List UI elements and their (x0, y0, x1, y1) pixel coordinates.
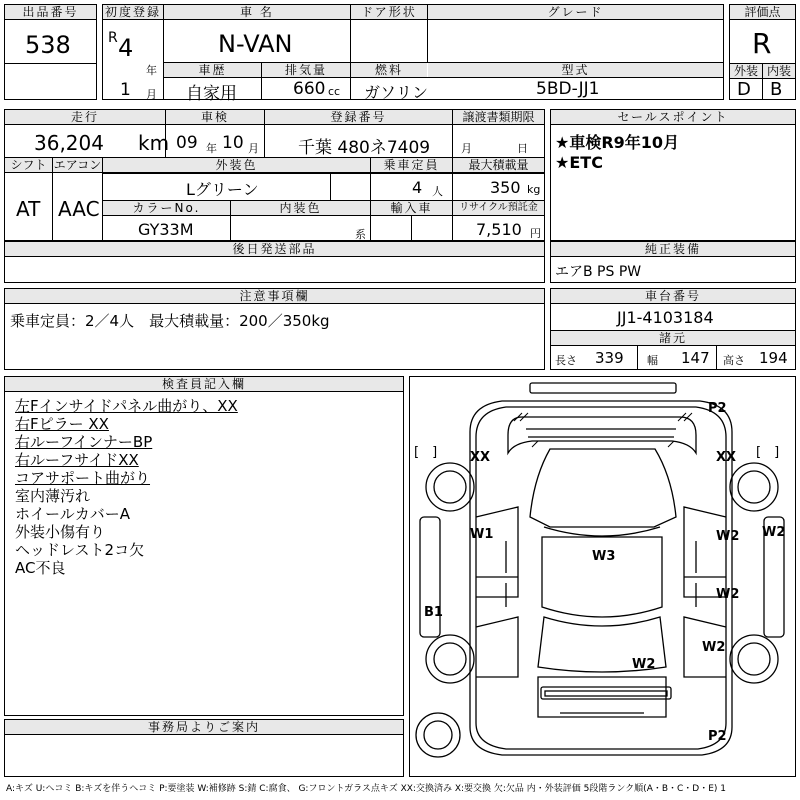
first-reg-label: 初度登録 (104, 5, 161, 19)
recycle-unit: 円 (530, 227, 541, 240)
sales-line-1: ★車検R9年10月 (555, 133, 680, 152)
dimensions-label: 諸元 (551, 331, 795, 346)
inspector-note-line: 左Fインサイドパネル曲がり、XX (15, 397, 238, 415)
shift-value: AT (16, 197, 41, 221)
colorno-value: GY33M (138, 220, 194, 239)
mark-xx-right: XX (716, 450, 737, 465)
caution-label: 注意事項欄 (5, 289, 544, 304)
displacement-value: 660 (293, 79, 326, 99)
insp-month-unit: 月 (248, 142, 259, 155)
later-parts-label: 後日発送部品 (5, 242, 544, 257)
mark-xx-left: XX (470, 450, 491, 465)
mark-p2-top: P2 (708, 401, 727, 416)
int-label: 内装 (763, 64, 795, 79)
car-diagram (410, 377, 795, 776)
wid-value: 147 (681, 349, 710, 367)
mark-bracket-right: [ ] (756, 445, 780, 460)
hgt-value: 194 (759, 349, 788, 367)
sales-label: セールスポイント (551, 110, 795, 125)
fuel-label: 燃料 (351, 63, 427, 78)
hgt-label: 高さ (723, 354, 745, 367)
mileage-label: 走行 (5, 110, 165, 125)
mark-w2-right-inner: W2 (716, 529, 740, 544)
capacity-label: 乗車定員 (371, 158, 452, 173)
mark-p2-bottom: P2 (708, 729, 727, 744)
history-value: 自家用 (186, 84, 237, 104)
transfer-day: 日 (517, 142, 528, 155)
grade-label: グレード (428, 5, 723, 20)
caution-box (4, 288, 545, 370)
ext-grade: D (737, 79, 751, 100)
reg-year: 4 (118, 34, 134, 62)
len-label: 長さ (555, 354, 577, 367)
displacement-label: 排気量 (262, 63, 350, 78)
history-label: 車歴 (164, 63, 261, 78)
sales-point-box (550, 109, 796, 241)
year-unit: 年 (146, 64, 157, 77)
lot-number: 538 (25, 31, 71, 59)
door-label: ドア形状 (351, 5, 427, 20)
month-unit: 月 (146, 88, 157, 101)
era: R (108, 30, 118, 46)
chassis-value: JJ1-4103184 (617, 308, 714, 327)
inspector-note-line: 右Fピラー XX (15, 415, 109, 433)
insp-month: 10 (222, 133, 244, 153)
damage-diagram-box (409, 376, 796, 777)
recycle-value: 7,510 (476, 220, 522, 239)
mark-w1: W1 (470, 527, 494, 542)
lot-label: 出品番号 (5, 5, 96, 20)
wid-label: 幅 (647, 354, 658, 367)
inspector-label: 検査員記入欄 (5, 377, 403, 392)
ac-label: エアコン (53, 158, 102, 172)
inspector-note-line: 右ルーフサイドXX (15, 451, 139, 469)
insp-year: 09 (176, 133, 198, 153)
plate-value: 千葉 480ネ7409 (298, 138, 431, 158)
cc-unit: cc (328, 85, 341, 98)
sales-line-2: ★ETC (555, 153, 603, 172)
model-value: 5BD-JJ1 (536, 79, 600, 99)
mark-w2-right-mid: W2 (716, 587, 740, 602)
transfer-label: 譲渡書類期限 (453, 110, 544, 125)
score-label: 評価点 (730, 5, 795, 20)
caution-value: 乗車定員：2／4人 最大積載量：200／350kg (10, 312, 330, 330)
chassis-box (550, 288, 796, 370)
inspector-note-line: ホイールカバーA (15, 505, 130, 523)
mark-w2-right-low: W2 (702, 640, 726, 655)
score-value: R (752, 27, 772, 60)
office-label: 事務局よりご案内 (5, 720, 403, 735)
car-name: N-VAN (218, 30, 293, 58)
ext-label: 外装 (730, 64, 762, 79)
capacity-unit: 人 (432, 185, 443, 198)
inspector-note-line: 外装小傷有り (15, 523, 106, 541)
recycle-label: リサイクル預託金 (453, 201, 544, 216)
lot-box (4, 4, 97, 100)
import-label: 輸入車 (371, 201, 452, 216)
model-label: 型式 (428, 63, 723, 78)
payload-value: 350 (490, 178, 521, 197)
km-unit: km (138, 131, 170, 155)
inspector-note-line: コアサポート曲がり (15, 469, 151, 487)
shift-label: シフト (5, 158, 52, 173)
payload-label: 最大積載量 (453, 158, 544, 173)
plate-label: 登録番号 (265, 110, 452, 125)
later-parts-box (4, 241, 545, 283)
mark-w2-right-outer: W2 (762, 525, 786, 540)
mark-w2-rear: W2 (632, 657, 656, 672)
mark-b1: B1 (424, 605, 443, 620)
score-box (729, 4, 796, 100)
legend: A:キズ U:ヘコミ B:キズを伴うヘコミ P:要塗装 W:補修跡 S:錆 C:腐食、 G:フロントガラス点キズ XX:交換済み X:要交換 欠:欠品 内・外装評価 5段階ランク順(A・B・C・D・E) 1 (6, 784, 727, 794)
inspection-label: 車検 (166, 110, 264, 125)
intcolor-unit: 系 (355, 228, 366, 241)
int-grade: B (770, 79, 783, 100)
transfer-month: 月 (461, 142, 472, 155)
payload-unit: kg (527, 183, 541, 196)
office-box (4, 719, 404, 777)
equipment-value: エアB PS PW (555, 264, 642, 280)
vehicle-detail-box (4, 109, 545, 241)
chassis-label: 車台番号 (551, 289, 795, 304)
reg-month: 1 (120, 80, 131, 100)
intcolor-label: 内装色 (231, 201, 370, 216)
equipment-box (550, 241, 796, 283)
colorno-label: カラーNo. (103, 201, 230, 216)
mark-bracket-left: [ ] (414, 445, 438, 460)
mark-w3: W3 (592, 549, 616, 564)
equipment-label: 純正装備 (551, 242, 795, 257)
inspector-note-line: ヘッドレスト2コ欠 (15, 541, 145, 559)
color-value: Lグリーン (186, 180, 259, 199)
inspector-box (4, 376, 404, 716)
len-value: 339 (595, 349, 624, 367)
car-name-label: 車 名 (164, 5, 350, 20)
capacity-value: 4 (412, 178, 423, 197)
color-label: 外装色 (103, 158, 370, 173)
inspector-note-line: 室内薄汚れ (15, 487, 91, 505)
ac-value: AAC (58, 197, 100, 221)
inspector-note-line: 右ルーフインナーBP (15, 433, 153, 451)
insp-year-unit: 年 (206, 142, 217, 155)
fuel-value: ガソリン (364, 83, 429, 102)
inspector-note-line: AC不良 (15, 559, 66, 577)
mileage-value: 36,204 (34, 131, 104, 155)
